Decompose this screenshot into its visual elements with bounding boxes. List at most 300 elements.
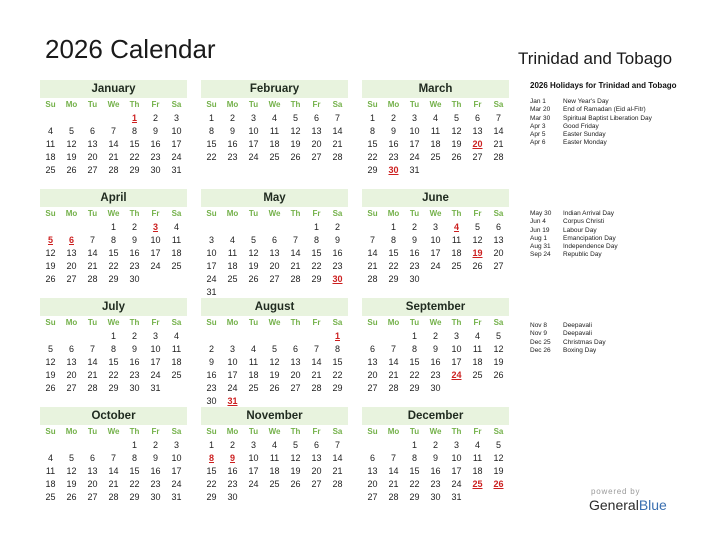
day-cell: 16 bbox=[332, 248, 343, 258]
day-cell: 25 bbox=[269, 152, 280, 162]
holiday-entry bbox=[530, 210, 705, 218]
day-cell: 23 bbox=[430, 479, 441, 489]
day-cell: 1 bbox=[313, 222, 319, 232]
day-cell: 24 bbox=[171, 479, 182, 489]
day-cell: 1 bbox=[411, 440, 417, 450]
month-header: February bbox=[201, 80, 348, 98]
day-cell: 19 bbox=[248, 261, 259, 271]
day-cell: 16 bbox=[430, 466, 441, 476]
day-cell: 12 bbox=[472, 235, 483, 245]
weekday-label: Th bbox=[290, 427, 301, 436]
weekday-label: Sa bbox=[493, 318, 504, 327]
empty-day-cell bbox=[61, 221, 82, 234]
holiday-day-cell: 30 bbox=[388, 165, 399, 175]
day-cell: 10 bbox=[150, 235, 161, 245]
day-cell: 27 bbox=[66, 383, 77, 393]
holiday-name: Deepavali bbox=[563, 322, 592, 329]
day-cell: 10 bbox=[248, 126, 259, 136]
month-header: April bbox=[40, 189, 187, 207]
weekday-label: Tu bbox=[409, 100, 420, 109]
day-cell: 2 bbox=[152, 113, 158, 123]
day-cell: 3 bbox=[432, 222, 438, 232]
weekday-header-row bbox=[201, 98, 348, 112]
weekday-label: Tu bbox=[248, 100, 259, 109]
empty-day-cell bbox=[425, 164, 446, 177]
day-cell: 12 bbox=[269, 357, 280, 367]
day-cell: 3 bbox=[173, 440, 179, 450]
day-cell: 11 bbox=[269, 453, 280, 463]
day-cell: 17 bbox=[171, 466, 182, 476]
day-cell: 15 bbox=[129, 466, 140, 476]
empty-day-cell bbox=[264, 491, 285, 504]
weekday-label: Tu bbox=[409, 318, 420, 327]
day-cell: 23 bbox=[332, 261, 343, 271]
day-cell: 30 bbox=[206, 396, 217, 406]
day-cell: 19 bbox=[290, 139, 301, 149]
day-cell: 24 bbox=[248, 479, 259, 489]
day-cell: 27 bbox=[269, 274, 280, 284]
day-cell: 10 bbox=[227, 357, 238, 367]
weekday-label: Su bbox=[45, 318, 56, 327]
day-cell: 18 bbox=[171, 248, 182, 258]
holiday-name: New Year's Day bbox=[563, 98, 609, 105]
week-row bbox=[362, 112, 509, 125]
empty-day-cell bbox=[362, 439, 383, 452]
day-cell: 3 bbox=[411, 113, 417, 123]
day-cell: 4 bbox=[47, 453, 53, 463]
weekday-label: Su bbox=[367, 427, 378, 436]
empty-day-cell bbox=[264, 330, 285, 343]
empty-day-cell bbox=[82, 330, 103, 343]
day-cell: 9 bbox=[334, 235, 340, 245]
day-cell: 11 bbox=[472, 453, 483, 463]
day-cell: 29 bbox=[409, 383, 420, 393]
empty-day-cell bbox=[306, 330, 327, 343]
week-row bbox=[40, 112, 187, 125]
day-cell: 5 bbox=[292, 440, 298, 450]
weekday-label: Tu bbox=[409, 209, 420, 218]
day-cell: 21 bbox=[388, 370, 399, 380]
empty-day-cell bbox=[61, 439, 82, 452]
day-cell: 24 bbox=[430, 261, 441, 271]
week-row bbox=[201, 247, 348, 260]
day-cell: 7 bbox=[390, 344, 396, 354]
holiday-name: Boxing Day bbox=[563, 346, 597, 354]
day-cell: 31 bbox=[171, 165, 182, 175]
weekday-label: Tu bbox=[409, 427, 420, 436]
day-cell: 16 bbox=[129, 248, 140, 258]
day-cell: 6 bbox=[89, 453, 95, 463]
week-row bbox=[362, 164, 509, 177]
day-cell: 10 bbox=[206, 248, 217, 258]
day-cell: 21 bbox=[493, 139, 504, 149]
day-cell: 11 bbox=[45, 139, 56, 149]
day-cell: 8 bbox=[390, 235, 396, 245]
day-cell: 25 bbox=[269, 479, 280, 489]
day-cell: 12 bbox=[290, 453, 301, 463]
day-cell: 12 bbox=[45, 357, 56, 367]
day-cell: 25 bbox=[248, 383, 259, 393]
weekday-label: Mo bbox=[226, 100, 239, 109]
day-cell: 28 bbox=[311, 383, 322, 393]
weekday-label: Th bbox=[451, 100, 462, 109]
weekday-label: Sa bbox=[493, 209, 504, 218]
day-cell: 6 bbox=[369, 453, 375, 463]
month-august bbox=[201, 298, 348, 406]
holiday-group-3 bbox=[530, 322, 705, 355]
day-cell: 17 bbox=[150, 357, 161, 367]
day-cell: 30 bbox=[430, 492, 441, 502]
day-cell: 17 bbox=[227, 370, 238, 380]
day-cell: 4 bbox=[47, 126, 53, 136]
week-row bbox=[201, 330, 348, 343]
week-row bbox=[40, 343, 187, 356]
day-cell: 20 bbox=[66, 261, 77, 271]
weekday-label: Su bbox=[367, 100, 378, 109]
day-cell: 1 bbox=[110, 331, 116, 341]
holiday-name: Deepavali bbox=[563, 330, 592, 338]
day-cell: 4 bbox=[173, 222, 179, 232]
day-cell: 20 bbox=[290, 370, 301, 380]
day-cell: 31 bbox=[451, 492, 462, 502]
day-cell: 9 bbox=[432, 453, 438, 463]
day-cell: 29 bbox=[311, 274, 322, 284]
day-cell: 15 bbox=[206, 466, 217, 476]
weekday-label: Fr bbox=[312, 427, 321, 436]
day-cell: 31 bbox=[150, 383, 161, 393]
day-cell: 26 bbox=[248, 274, 259, 284]
day-cell: 18 bbox=[227, 261, 238, 271]
empty-day-cell bbox=[362, 221, 383, 234]
holiday-entry bbox=[530, 339, 705, 347]
day-cell: 11 bbox=[45, 466, 56, 476]
day-cell: 17 bbox=[248, 139, 259, 149]
empty-day-cell bbox=[166, 382, 187, 395]
holiday-group-2 bbox=[530, 210, 705, 260]
day-cell: 19 bbox=[45, 370, 56, 380]
holiday-date: Mar 30 bbox=[530, 114, 551, 122]
day-cell: 4 bbox=[474, 440, 480, 450]
day-cell: 16 bbox=[150, 139, 161, 149]
week-row bbox=[362, 491, 509, 504]
day-cell: 15 bbox=[108, 357, 119, 367]
day-cell: 27 bbox=[66, 274, 77, 284]
weekday-label: Th bbox=[451, 427, 462, 436]
empty-day-cell bbox=[467, 164, 488, 177]
empty-day-cell bbox=[61, 112, 82, 125]
day-cell: 22 bbox=[206, 479, 217, 489]
day-cell: 6 bbox=[68, 344, 74, 354]
day-cell: 15 bbox=[129, 139, 140, 149]
weekday-header-row bbox=[201, 207, 348, 221]
day-cell: 3 bbox=[453, 440, 459, 450]
day-cell: 22 bbox=[311, 261, 322, 271]
weekday-label: Mo bbox=[65, 427, 78, 436]
day-cell: 12 bbox=[493, 453, 504, 463]
day-cell: 27 bbox=[493, 261, 504, 271]
holiday-date: Jan 1 bbox=[530, 98, 546, 105]
day-cell: 28 bbox=[87, 383, 98, 393]
day-cell: 22 bbox=[409, 370, 420, 380]
day-cell: 14 bbox=[87, 248, 98, 258]
day-cell: 10 bbox=[451, 453, 462, 463]
day-cell: 22 bbox=[108, 261, 119, 271]
day-cell: 4 bbox=[271, 440, 277, 450]
day-cell: 7 bbox=[89, 344, 95, 354]
day-cell: 1 bbox=[208, 113, 214, 123]
day-cell: 21 bbox=[388, 479, 399, 489]
weekday-header-row bbox=[40, 207, 187, 221]
weekday-label: Sa bbox=[171, 427, 182, 436]
day-cell: 30 bbox=[150, 165, 161, 175]
holiday-day-cell: 1 bbox=[131, 113, 137, 123]
weekday-label: Mo bbox=[226, 318, 239, 327]
day-cell: 15 bbox=[206, 139, 217, 149]
holiday-day-cell: 20 bbox=[472, 139, 483, 149]
day-cell: 6 bbox=[313, 440, 319, 450]
day-cell: 26 bbox=[451, 152, 462, 162]
weekday-label: Sa bbox=[332, 100, 343, 109]
empty-day-cell bbox=[488, 164, 509, 177]
day-cell: 19 bbox=[269, 370, 280, 380]
month-january bbox=[40, 80, 187, 175]
holiday-entry bbox=[530, 322, 705, 330]
day-cell: 29 bbox=[108, 383, 119, 393]
day-cell: 14 bbox=[332, 453, 343, 463]
day-cell: 26 bbox=[290, 479, 301, 489]
month-may bbox=[201, 189, 348, 297]
day-cell: 3 bbox=[453, 331, 459, 341]
day-cell: 9 bbox=[208, 357, 214, 367]
day-cell: 23 bbox=[129, 261, 140, 271]
weekday-label: Fr bbox=[473, 427, 482, 436]
day-cell: 7 bbox=[495, 113, 501, 123]
weekday-label: Mo bbox=[387, 209, 400, 218]
day-cell: 18 bbox=[171, 357, 182, 367]
month-october bbox=[40, 407, 187, 502]
month-header: June bbox=[362, 189, 509, 207]
weekday-label: Fr bbox=[473, 318, 482, 327]
weekday-label: Su bbox=[45, 427, 56, 436]
day-cell: 22 bbox=[332, 370, 343, 380]
day-cell: 7 bbox=[390, 453, 396, 463]
month-header: August bbox=[201, 298, 348, 316]
holiday-day-cell: 30 bbox=[332, 274, 343, 284]
day-cell: 6 bbox=[495, 222, 501, 232]
weekday-label: Mo bbox=[65, 318, 78, 327]
week-row bbox=[362, 138, 509, 151]
empty-day-cell bbox=[82, 112, 103, 125]
month-header: May bbox=[201, 189, 348, 207]
day-cell: 20 bbox=[367, 479, 378, 489]
empty-day-cell bbox=[243, 330, 264, 343]
day-cell: 14 bbox=[493, 126, 504, 136]
page-title: 2026 Calendar bbox=[45, 34, 216, 64]
weekday-label: Th bbox=[129, 318, 140, 327]
day-cell: 15 bbox=[311, 248, 322, 258]
empty-day-cell bbox=[488, 273, 509, 286]
day-cell: 28 bbox=[388, 492, 399, 502]
day-cell: 13 bbox=[311, 453, 322, 463]
empty-day-cell bbox=[488, 491, 509, 504]
week-row bbox=[362, 356, 509, 369]
day-cell: 13 bbox=[66, 357, 77, 367]
week-row bbox=[201, 138, 348, 151]
holiday-day-cell: 1 bbox=[334, 331, 340, 341]
day-cell: 23 bbox=[206, 383, 217, 393]
day-cell: 9 bbox=[390, 126, 396, 136]
day-cell: 18 bbox=[45, 479, 56, 489]
week-row bbox=[201, 369, 348, 382]
day-cell: 6 bbox=[89, 126, 95, 136]
day-cell: 20 bbox=[311, 466, 322, 476]
weekday-label: Fr bbox=[312, 209, 321, 218]
week-row bbox=[362, 465, 509, 478]
weekday-label: Mo bbox=[226, 209, 239, 218]
day-cell: 14 bbox=[290, 248, 301, 258]
weekday-label: Sa bbox=[332, 209, 343, 218]
empty-day-cell bbox=[243, 221, 264, 234]
holiday-date: Nov 9 bbox=[530, 330, 547, 338]
day-cell: 8 bbox=[131, 453, 137, 463]
empty-day-cell bbox=[40, 439, 61, 452]
day-cell: 17 bbox=[451, 466, 462, 476]
empty-day-cell bbox=[285, 330, 306, 343]
week-row bbox=[201, 260, 348, 273]
day-cell: 8 bbox=[110, 344, 116, 354]
day-cell: 24 bbox=[150, 370, 161, 380]
day-cell: 16 bbox=[206, 370, 217, 380]
weekday-label: Su bbox=[206, 100, 217, 109]
day-cell: 28 bbox=[290, 274, 301, 284]
empty-day-cell bbox=[40, 330, 61, 343]
week-row bbox=[362, 369, 509, 382]
day-cell: 30 bbox=[129, 274, 140, 284]
holiday-day-cell: 19 bbox=[472, 248, 483, 258]
week-row bbox=[201, 343, 348, 356]
day-cell: 29 bbox=[388, 274, 399, 284]
weekday-label: We bbox=[429, 427, 442, 436]
day-cell: 3 bbox=[152, 331, 158, 341]
day-cell: 3 bbox=[173, 113, 179, 123]
holiday-day-cell: 24 bbox=[451, 370, 462, 380]
day-cell: 11 bbox=[430, 126, 441, 136]
day-cell: 19 bbox=[493, 357, 504, 367]
empty-day-cell bbox=[166, 273, 187, 286]
day-cell: 26 bbox=[290, 152, 301, 162]
holiday-entry bbox=[530, 106, 705, 114]
day-cell: 30 bbox=[129, 383, 140, 393]
weekday-label: Mo bbox=[65, 209, 78, 218]
weekday-label: Sa bbox=[171, 318, 182, 327]
day-cell: 4 bbox=[250, 344, 256, 354]
weekday-label: Th bbox=[129, 209, 140, 218]
day-cell: 17 bbox=[206, 261, 217, 271]
day-cell: 7 bbox=[89, 235, 95, 245]
day-cell: 26 bbox=[45, 274, 56, 284]
weekday-label: Tu bbox=[87, 427, 98, 436]
day-cell: 17 bbox=[171, 139, 182, 149]
holiday-day-cell: 26 bbox=[493, 479, 504, 489]
day-cell: 13 bbox=[269, 248, 280, 258]
weekday-header-row bbox=[362, 316, 509, 330]
weekday-label: Fr bbox=[312, 100, 321, 109]
day-cell: 2 bbox=[152, 440, 158, 450]
day-cell: 21 bbox=[367, 261, 378, 271]
day-cell: 1 bbox=[208, 440, 214, 450]
week-row bbox=[40, 247, 187, 260]
weekday-label: Th bbox=[451, 318, 462, 327]
day-cell: 16 bbox=[129, 357, 140, 367]
month-november bbox=[201, 407, 348, 502]
weekday-label: Mo bbox=[387, 100, 400, 109]
month-header: July bbox=[40, 298, 187, 316]
day-cell: 31 bbox=[409, 165, 420, 175]
day-cell: 19 bbox=[66, 479, 77, 489]
day-cell: 13 bbox=[66, 248, 77, 258]
day-cell: 24 bbox=[248, 152, 259, 162]
day-cell: 29 bbox=[332, 383, 343, 393]
day-cell: 15 bbox=[332, 357, 343, 367]
day-cell: 19 bbox=[45, 261, 56, 271]
month-april bbox=[40, 189, 187, 284]
day-cell: 6 bbox=[313, 113, 319, 123]
holiday-date: Sep 24 bbox=[530, 251, 551, 259]
day-cell: 20 bbox=[311, 139, 322, 149]
day-cell: 15 bbox=[409, 466, 420, 476]
day-cell: 22 bbox=[129, 479, 140, 489]
week-row bbox=[201, 491, 348, 504]
day-cell: 23 bbox=[150, 479, 161, 489]
weekday-label: We bbox=[429, 100, 442, 109]
month-june bbox=[362, 189, 509, 284]
empty-day-cell bbox=[40, 112, 61, 125]
day-cell: 25 bbox=[171, 370, 182, 380]
day-cell: 10 bbox=[150, 344, 161, 354]
day-cell: 25 bbox=[472, 370, 483, 380]
month-header: January bbox=[40, 80, 187, 98]
day-cell: 18 bbox=[45, 152, 56, 162]
weekday-label: Su bbox=[45, 209, 56, 218]
weekday-header-row bbox=[201, 425, 348, 439]
empty-day-cell bbox=[201, 221, 222, 234]
empty-day-cell bbox=[383, 330, 404, 343]
weekday-header-row bbox=[362, 98, 509, 112]
day-cell: 16 bbox=[227, 466, 238, 476]
holiday-entry bbox=[530, 123, 705, 131]
month-header: October bbox=[40, 407, 187, 425]
week-row bbox=[201, 234, 348, 247]
empty-day-cell bbox=[222, 221, 243, 234]
empty-day-cell bbox=[488, 382, 509, 395]
weekday-header-row bbox=[40, 316, 187, 330]
day-cell: 27 bbox=[472, 152, 483, 162]
day-cell: 28 bbox=[108, 165, 119, 175]
day-cell: 5 bbox=[271, 344, 277, 354]
holiday-day-cell: 6 bbox=[68, 235, 74, 245]
day-cell: 7 bbox=[292, 235, 298, 245]
day-cell: 11 bbox=[472, 344, 483, 354]
brand-logo[interactable] bbox=[589, 497, 667, 513]
holiday-date: Aug 1 bbox=[530, 234, 547, 242]
empty-day-cell bbox=[285, 221, 306, 234]
day-cell: 18 bbox=[248, 370, 259, 380]
holiday-name: Easter Monday bbox=[563, 139, 607, 147]
day-cell: 25 bbox=[430, 152, 441, 162]
day-cell: 28 bbox=[493, 152, 504, 162]
week-row bbox=[40, 125, 187, 138]
holiday-entry bbox=[530, 227, 705, 235]
